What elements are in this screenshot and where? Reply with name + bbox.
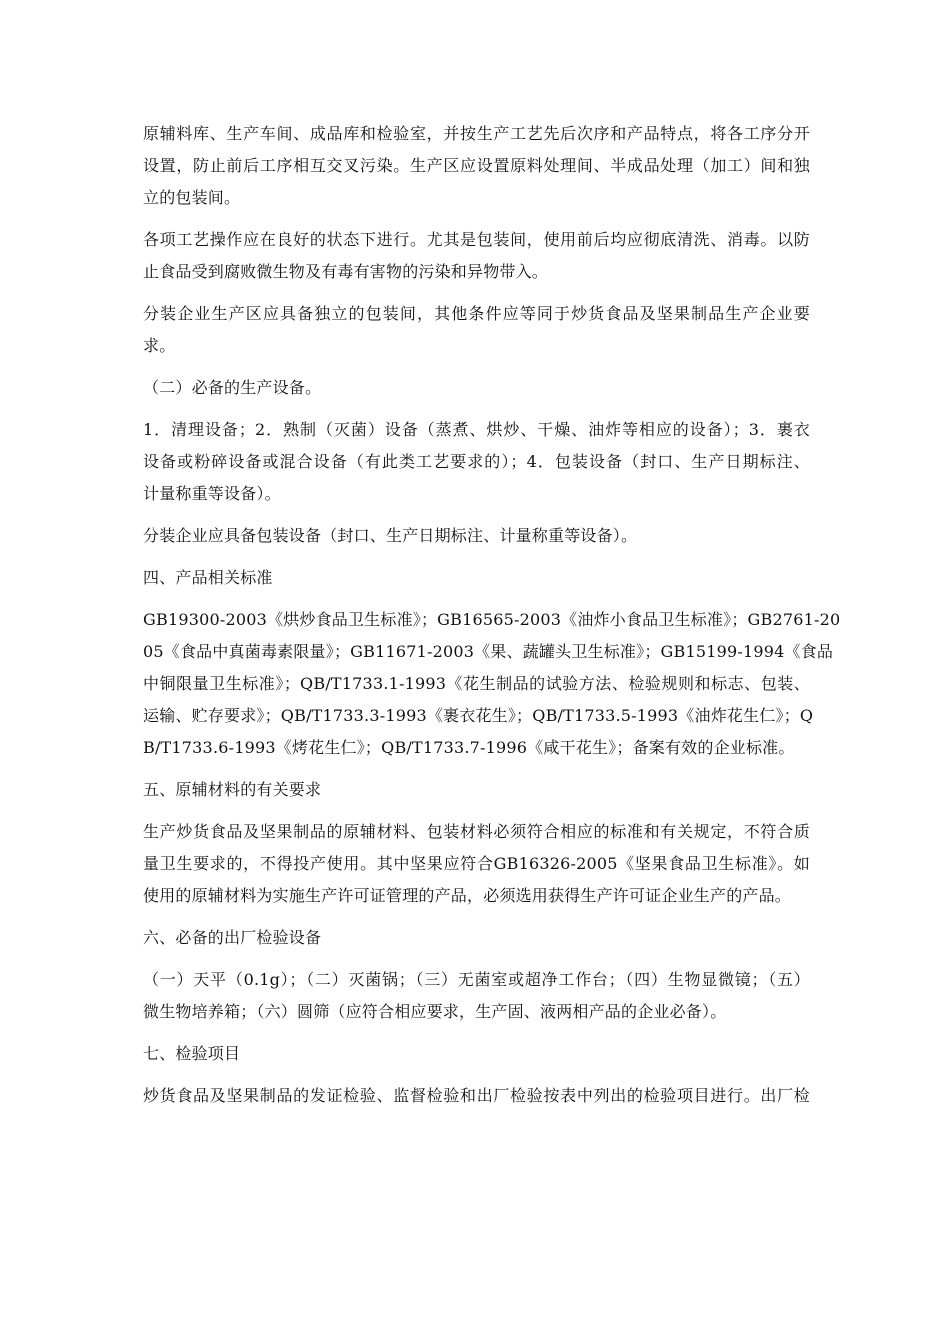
text-line: 使用的原辅材料为实施生产许可证管理的产品，必须选用获得生产许可证企业生产的产品。 (143, 886, 792, 905)
text-line: 原辅料库、生产车间、成品库和检验室，并按生产工艺先后次序和产品特点，将各工序分开 (143, 124, 810, 143)
text-line: 05《食品中真菌毒素限量》；GB11671-2003《果、蔬罐头卫生标准》；GB15199-1994《食品 (143, 642, 834, 661)
text-line: 七、检验项目 (143, 1044, 241, 1063)
text-line: B/T1733.6-1993《烤花生仁》；QB/T1733.7-1996《咸干花生》；备案有效的企业标准。 (143, 738, 795, 757)
document-page (143, 118, 841, 1112)
text-line: 分装企业生产区应具备独立的包装间，其他条件应等同于炒货食品及坚果制品生产企业要 (143, 304, 810, 323)
text-line: 计量称重等设备）。 (143, 484, 281, 503)
paragraph-raw-materials (143, 816, 810, 912)
text-line: 设置，防止前后工序相互交叉污染。生产区应设置原料处理间、半成品处理（加工）间和独 (143, 156, 810, 175)
text-line: 五、原辅材料的有关要求 (143, 780, 322, 799)
paragraph-standards-list (143, 604, 841, 764)
heading-production-equipment (143, 372, 810, 404)
text-line: GB19300-2003《烘炒食品卫生标准》；GB16565-2003《油炸小食品卫生标准》；GB2761-20 (143, 610, 841, 629)
text-line: （二）必备的生产设备。 (143, 378, 322, 397)
paragraph-inspection-equipment (143, 964, 810, 1028)
paragraph-inspection-items (143, 1080, 810, 1112)
text-line: 四、产品相关标准 (143, 568, 273, 587)
text-line: 运输、贮存要求》；QB/T1733.3-1993《裹衣花生》；QB/T1733.5-1993《油炸花生仁》；Q (143, 706, 814, 725)
text-line: 量卫生要求的，不得投产使用。其中坚果应符合GB16326-2005《坚果食品卫生标准》。如 (143, 854, 810, 873)
text-line: 各项工艺操作应在良好的状态下进行。尤其是包装间，使用前后均应彻底清洗、消毒。以防 (143, 230, 810, 249)
heading-inspection-equipment (143, 922, 810, 954)
text-line: 微生物培养箱；（六）圆筛（应符合相应要求，生产固、液两相产品的企业必备）。 (143, 1002, 727, 1021)
text-line: 求。 (143, 336, 176, 355)
paragraph-equipment-list (143, 414, 810, 510)
text-line: 设备或粉碎设备或混合设备（有此类工艺要求的）；4．包装设备（封口、生产日期标注、 (143, 452, 810, 471)
text-line: 1．清理设备；2．熟制（灭菌）设备（蒸煮、烘炒、干燥、油炸等相应的设备）；3．裹衣 (143, 420, 810, 439)
paragraph-facility-layout (143, 118, 810, 214)
text-line: 中铜限量卫生标准》；QB/T1733.1-1993《花生制品的试验方法、检验规则和标志、包装、 (143, 674, 810, 693)
text-line: 止食品受到腐败微生物及有毒有害物的污染和异物带入。 (143, 262, 549, 281)
heading-raw-materials (143, 774, 810, 806)
text-line: 分装企业应具备包装设备（封口、生产日期标注、计量称重等设备）。 (143, 526, 638, 545)
heading-product-standards (143, 562, 810, 594)
text-line: 炒货食品及坚果制品的发证检验、监督检验和出厂检验按表中列出的检验项目进行。出厂检 (143, 1086, 810, 1105)
text-line: 六、必备的出厂检验设备 (143, 928, 322, 947)
paragraph-packaging-enterprise (143, 298, 810, 362)
text-line: 生产炒货食品及坚果制品的原辅材料、包装材料必须符合相应的标准和有关规定，不符合质 (143, 822, 810, 841)
heading-inspection-items (143, 1038, 810, 1070)
text-line: 立的包装间。 (143, 188, 241, 207)
paragraph-process-operation (143, 224, 810, 288)
text-line: （一）天平（0.1g）；（二）灭菌锅；（三）无菌室或超净工作台；（四）生物显微镜；（五） (143, 970, 810, 989)
paragraph-packaging-equipment (143, 520, 810, 552)
